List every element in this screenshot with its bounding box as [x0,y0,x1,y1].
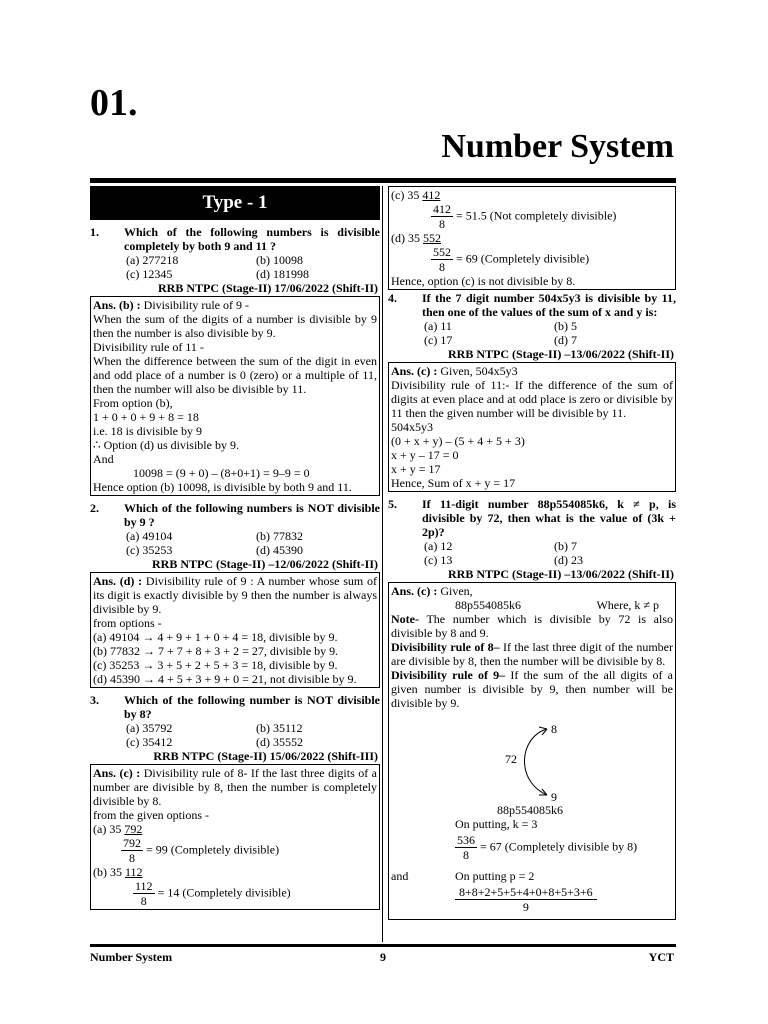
answer-box-5 [388,582,676,920]
diagram-number: 88p554085k6 [497,803,563,817]
question-source: RRB NTPC (Stage-II) 15/06/2022 (Shift-III) [153,749,378,763]
option: (b) 35112 [256,721,303,735]
option: (d) 23 [554,553,583,567]
last-three-digits: 552 [423,231,441,245]
note-label: Note- [391,612,419,626]
answer-line: (b) 77832 → 7 + 7 + 8 + 3 + 2 = 27, divisible by 9. [93,644,339,658]
page-number: 9 [380,950,386,964]
option: (c) 12345 [126,267,173,281]
answer-box-3-continued [388,186,676,290]
factor-diagram [489,723,579,803]
last-three-digits: 412 [422,188,441,202]
question-4 [388,291,676,319]
answer-box-4 [388,362,676,492]
result: = 51.5 (Not completely divisible) [456,208,617,223]
numerator: 112 [135,879,153,893]
answer-line: Hence option (b) 10098, is divisible by both 9 and 11. [93,480,352,494]
putting-k: On putting, k = 3 [455,817,538,831]
right-column [388,186,676,920]
answer-label: Ans. (c) : [391,364,438,378]
answer-line: 10098 = (9 + 0) – (8+0+1) = 9–9 = 0 [133,466,310,480]
answer-line: When the difference between the sum of the digit in even and odd place of a number is 0 (zero) or a multiple of 11, then the number will also be divisible by 11. [93,354,377,396]
answer-line: From option (b), [93,396,173,410]
question-2-options [90,529,380,557]
result: = 67 (Completely divisible by 8) [480,839,638,854]
option: (b) 7 [554,539,577,553]
question-2 [90,501,380,529]
answer-line: Divisibility rule of 9 - [143,298,249,312]
rule-9-text: If the sum of the all digits of a given number is divisible by 9, then number will be divisible by 9. [391,668,673,710]
question-5 [388,497,676,539]
factor-arc [524,729,547,795]
numerator: 412 [433,202,451,216]
answer-line: 504x5y3 [391,420,433,434]
option-label: (c) 35 [391,188,423,202]
type-heading: Type - 1 [90,186,380,220]
option: (a) 277218 [126,253,179,267]
option: (b) 10098 [256,253,303,267]
question-3-options [90,721,380,749]
answer-line: (a) 49104 → 4 + 9 + 1 + 0 + 4 = 18, divisible by 9. [93,630,338,644]
question-text: Which of the following numbers is divisible completely by both 9 and 11 ? [124,225,380,253]
answer-box-2 [90,572,380,688]
answer-line: (c) 35253 → 3 + 5 + 2 + 5 + 3 = 18, divisible by 9. [93,658,338,672]
option: (a) 49104 [126,529,173,543]
answer-conclusion: Hence, option (c) is not divisible by 8. [391,274,576,288]
factor-8: 8 [551,723,557,736]
option: (a) 35792 [126,721,173,735]
option: (b) 77832 [256,529,303,543]
question-5-options [388,539,676,567]
option: (c) 13 [424,553,453,567]
numerator: 552 [433,245,451,259]
option-label: (b) 35 [93,865,125,879]
answer-label: Ans. (c) : [93,766,141,780]
given-number: 88p554085k6 [455,598,521,612]
arrow-head-bottom-icon [539,789,547,795]
and-word: and [391,869,409,883]
question-source: RRB NTPC (Stage-II) –12/06/2022 (Shift-II) [152,557,378,571]
chapter-number: 01. [90,82,138,124]
answer-line: x + y – 17 = 0 [391,448,459,462]
footer-rule [90,944,676,947]
answer-line: Hence, Sum of x + y = 17 [391,476,516,490]
rule-8-text: If the last three digit of the number are divisible by 8, then the number will be divisible by 8. [391,640,674,668]
question-text: Which of the following numbers is NOT divisible by 9 ? [124,501,380,529]
answer-line: ∴ Option (d) us divisible by 9. [93,438,239,452]
question-source: RRB NTPC (Stage-II) –13/06/2022 (Shift-II) [448,567,674,581]
fraction [121,836,143,865]
last-three-digits: 112 [125,865,143,879]
answer-line: Given, [440,584,473,598]
question-number: 5. [388,497,397,511]
numerator: 536 [457,833,475,847]
question-number: 4. [388,291,397,305]
rule-9-label: Divisibility rule of 9– [391,668,506,682]
option-label: (d) 35 [391,231,423,245]
publisher: YCT [648,950,674,964]
putting-p: On putting p = 2 [455,869,535,883]
denominator: 9 [522,900,529,914]
option: (c) 35412 [126,735,173,749]
option: (b) 5 [554,319,577,333]
answer-line: i.e. 18 is divisible by 9 [93,424,202,438]
answer-box-1 [90,296,380,496]
option: (c) 17 [424,333,453,347]
denominator: 8 [463,848,469,862]
denominator: 8 [140,894,147,908]
result: = 14 (Completely divisible) [157,885,291,900]
column-divider [382,186,383,942]
factor-72: 72 [505,752,517,766]
question-3 [90,693,380,721]
last-three-digits: 792 [124,822,143,836]
answer-line: Given, 504x5y3 [440,364,518,378]
answer-line: And [93,452,114,466]
question-text: If the 7 digit number 504x5y3 is divisible by 11, then one of the values of the sum of x and y is: [422,291,676,319]
fraction [455,833,477,862]
left-column [90,186,380,910]
denominator: 8 [439,217,445,231]
arrow-head-top-icon [539,727,547,735]
result: = 69 (Completely divisible) [456,251,590,266]
answer-box-3 [90,764,380,910]
note-text: The number which is divisible by 72 is also divisible by 8 and 9. [391,612,673,640]
footer-section: Number System [90,950,173,964]
question-number: 3. [90,693,99,707]
question-4-options [388,319,676,347]
option: (d) 7 [554,333,577,347]
option-label: (a) 35 [93,822,125,836]
result: = 99 (Completely divisible) [146,842,280,857]
denominator: 8 [439,260,445,274]
question-source: RRB NTPC (Stage-II) 17/06/2022 (Shift-II) [158,281,378,295]
answer-line: Divisibility rule of 8- If the last three digits of a number are divisible by 8, then the number is completely divisible by 8. [93,766,378,808]
question-1-options [90,253,380,281]
option: (d) 181998 [256,267,309,281]
question-text: Which of the following number is NOT divisible by 8? [124,693,380,721]
numerator: 8+8+2+5+5+4+0+8+5+3+6 [455,885,597,900]
answer-label: Ans. (d) : [93,574,143,588]
answer-line: x + y = 17 [391,462,441,476]
option: (a) 11 [424,319,452,333]
header-rule [90,178,676,183]
condition: Where, k ≠ p [596,598,659,612]
numerator: 792 [123,836,141,850]
question-text: If 11-digit number 88p554085k6, k ≠ p, is divisible by 72, then what is the value of (3k + 2p)? [422,497,676,539]
question-source: RRB NTPC (Stage-II) –13/06/2022 (Shift-II) [448,347,674,361]
answer-line: When the sum of the digits of a number is divisible by 9 then the number is also divisible by 9. [93,312,377,340]
answer-label: Ans. (b) : [93,298,141,312]
factor-9: 9 [551,790,557,803]
question-number: 2. [90,501,99,515]
option: (d) 35552 [256,735,303,749]
answer-line: from the given options - [93,808,209,822]
question-number: 1. [90,225,99,239]
denominator: 8 [129,851,135,865]
answer-label: Ans. (c) : [391,584,438,598]
answer-line: (0 + x + y) – (5 + 4 + 5 + 3) [391,434,525,448]
option: (c) 35253 [126,543,173,557]
fraction [431,245,453,274]
fraction [133,879,155,908]
chapter-title: Number System [441,128,674,165]
option: (a) 12 [424,539,453,553]
answer-line: Divisibility rule of 11:- If the difference of the sum of digits at even place and at odd place is zero or divisible by 11 then the given number will be divisible by 11. [391,378,673,420]
fraction [455,885,597,914]
answer-line: Divisibility rule of 9 : A number whose sum of its digit is exactly divisible by 9 then the number is always divisible by 9. [93,574,377,616]
answer-line: from options - [93,616,162,630]
fraction [431,202,453,231]
answer-line: Divisibility rule of 11 - [93,340,204,354]
question-1 [90,225,380,253]
answer-line: (d) 45390 → 4 + 5 + 3 + 9 + 0 = 21, not divisible by 9. [93,672,357,686]
rule-8-label: Divisibility rule of 8– [391,640,500,654]
option: (d) 45390 [256,543,303,557]
answer-line: 1 + 0 + 0 + 9 + 8 = 18 [93,410,199,424]
